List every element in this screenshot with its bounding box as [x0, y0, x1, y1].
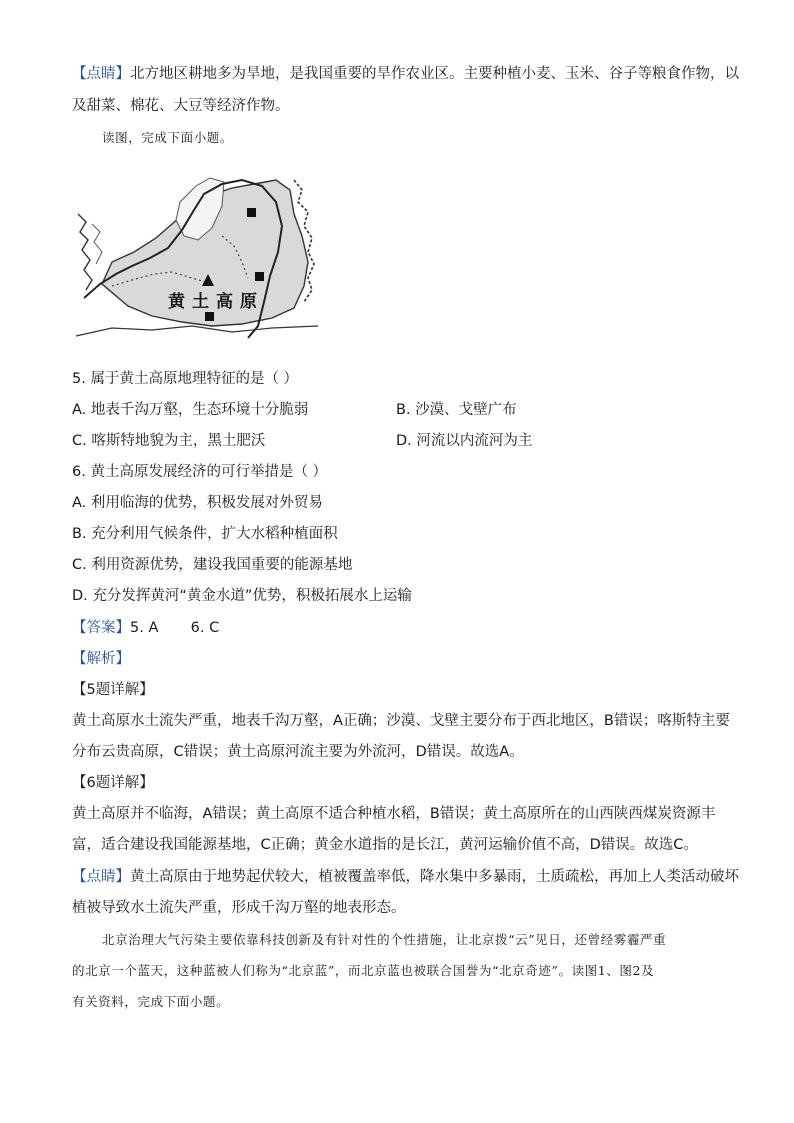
tip-2-line-2: 植被导致水土流失严重，形成千沟万壑的地表形态。: [72, 900, 406, 916]
question-5-stem: 5. 属于黄土高原地理特征的是（ ）: [72, 371, 299, 387]
answer-label: 【答案】: [72, 620, 130, 636]
detail-6-line-1: 黄土高原并不临海，A错误；黄土高原不适合种植水稻，B错误；黄土高原所在的山西陕西煤炭资源丰: [72, 806, 716, 822]
detail-5-label: 【5题详解】: [72, 682, 154, 698]
passage-line-2: 的北京一个蓝天，这种蓝被人们称为“北京蓝”，而北京蓝也被联合国誉为“北京奇迹”。读图1、图2及: [72, 963, 655, 978]
reading-instruction: 读图，完成下面小题。: [102, 130, 234, 145]
tip-2-label: 【点睛】: [72, 869, 130, 885]
detail-5-line-1: 黄土高原水土流失严重，地表千沟万壑，A正确；沙漠、戈壁主要分布于西北地区，B错误；喀斯特主要: [72, 713, 730, 729]
coal-marker: [205, 312, 214, 321]
tip-2-text: 黄土高原由于地势起伏较大，植被覆盖率低，降水集中多暴雨，土质疏松，再加上人类活动破坏: [130, 869, 739, 885]
passage-line-3: 有关资料，完成下面小题。: [72, 994, 230, 1009]
tip-text: 北方地区耕地多为旱地，是我国重要的旱作农业区。主要种植小麦、玉米、谷子等粮食作物，以: [130, 66, 739, 82]
question-5-option-b: B. 沙漠、戈壁广布: [396, 402, 517, 418]
passage-line-1: 北京治理大气污染主要依靠科技创新及有针对性的个性措施，让北京拨“云”见日，还曾经雾霾严重: [102, 932, 667, 947]
question-5-option-c: C. 喀斯特地貌为主，黑土肥沃: [72, 433, 266, 449]
question-6-option-a: A. 利用临海的优势，积极发展对外贸易: [72, 495, 323, 511]
coal-marker: [247, 208, 256, 217]
tip-2-line-1: [72, 867, 739, 887]
answer-value: 5. A 6. C: [130, 620, 220, 636]
tip-label: 【点睛】: [72, 66, 130, 82]
tip-paragraph-line-2: 及甜菜、棉花、大豆等经济作物。: [72, 98, 290, 114]
question-6-option-b: B. 充分利用气候条件，扩大水稻种植面积: [72, 526, 338, 542]
coal-marker: [255, 272, 264, 281]
question-6-stem: 6. 黄土高原发展经济的可行举措是（ ）: [72, 464, 328, 480]
answer-line: [72, 618, 219, 638]
loess-plateau-map: [72, 166, 320, 344]
detail-6-label: 【6题详解】: [72, 775, 154, 791]
question-5-option-d: D. 河流以内流河为主: [396, 433, 533, 449]
question-5-option-a: A. 地表千沟万壑，生态环境十分脆弱: [72, 402, 309, 418]
detail-5-line-2: 分布云贵高原，C错误；黄土高原河流主要为外流河，D错误。故选A。: [72, 744, 524, 760]
question-6-option-c: C. 利用资源优势，建设我国重要的能源基地: [72, 557, 353, 573]
map-region-label: 黄土高原: [168, 292, 264, 312]
detail-6-line-2: 富，适合建设我国能源基地，C正确；黄金水道指的是长江，黄河运输价值不高，D错误。故选C。: [72, 837, 698, 853]
question-6-option-d: D. 充分发挥黄河“黄金水道”优势，积极拓展水上运输: [72, 588, 412, 604]
tip-paragraph-line-1: [72, 64, 739, 84]
analysis-label: 【解析】: [72, 651, 130, 667]
